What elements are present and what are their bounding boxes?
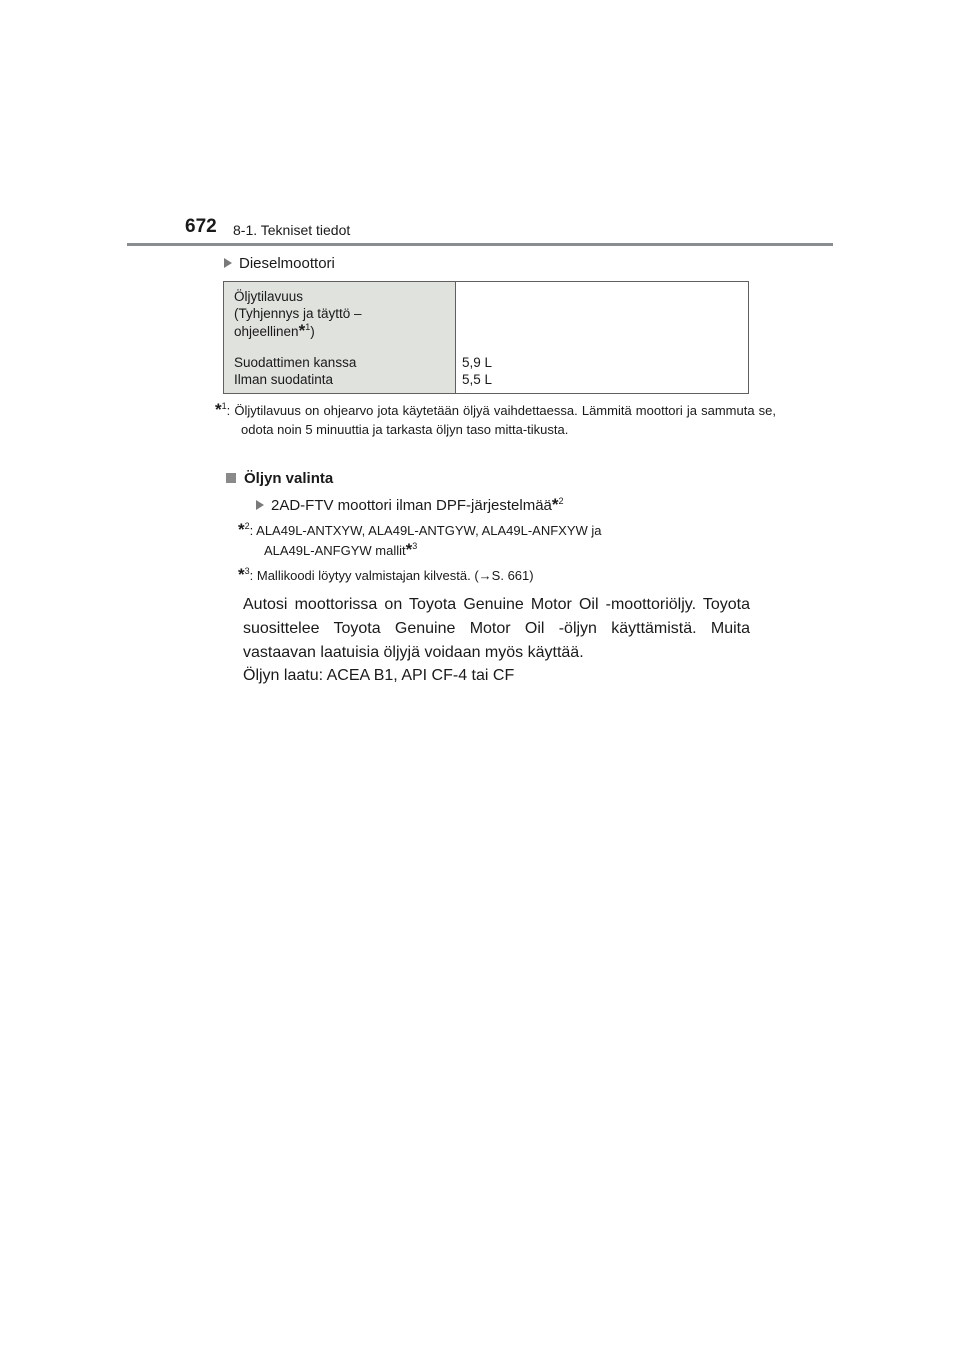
page-reference-link[interactable]: S. 661): [491, 568, 534, 583]
footnote-star-icon: *: [238, 520, 245, 539]
section-title: 8-1. Tekniset tiedot: [233, 222, 351, 238]
footnote-1-text: Öljytilavuus on ohjearvo jota käytetään öljyä vaihdettaessa. Lämmitä moottori ja sammuta se, odota noin 5 minuuttia ja tarkasta öljyn taso mitta-tikusta.: [234, 403, 777, 437]
oil-recommendation-paragraph: Autosi moottorissa on Toyota Genuine Motor Oil -moottoriöljy. Toyota suosittelee Toyota Genuine Motor Oil -öljyn käyttämistä. Muita vastaavan laatuisia öljyjä voidaan myös käyttää.: [243, 596, 750, 661]
table-row-value: 5,5 L: [462, 372, 493, 387]
diesel-heading-text: Dieselmoottori: [239, 255, 335, 272]
footnote-3-text: Mallikoodi löytyy valmistajan kilvestä. (: [256, 568, 479, 583]
table-header-cell: [234, 288, 362, 340]
arrow-right-icon: →: [478, 568, 492, 583]
footnote-ref: 1: [305, 322, 311, 332]
diesel-heading: [224, 255, 335, 272]
triangle-bullet-icon: [256, 500, 264, 510]
header-divider: [127, 243, 833, 246]
table-row-label: Ilman suodatinta: [234, 372, 334, 387]
engine-subheading-text: 2AD-FTV moottori ilman DPF-järjestelmää: [271, 497, 552, 514]
footnote-star-icon: *: [238, 565, 245, 584]
engine-subheading: 2AD-FTV moottori ilman DPF-järjestelmää*$^2$: [256, 495, 564, 515]
triangle-bullet-icon: [224, 258, 232, 268]
table-header-line: (Tyhjennys ja täyttö –: [234, 306, 362, 321]
footnote-1: *$^1$: Öljytilavuus on ohjearvo jota käytetään öljyä vaihdettaessa. Lämmitä moottori ja sammuta se, odota noin 5 minuuttia ja tarkasta öljyn taso mitta-tikusta.: [215, 400, 777, 437]
table-header-line: ohjeellinen*$^1$): [234, 321, 315, 340]
footnote-star-icon: *: [405, 540, 413, 559]
footnote-star-icon: *: [298, 321, 306, 340]
square-bullet-icon: [226, 473, 236, 483]
table-row-values: [462, 354, 492, 388]
footnote-star-icon: *: [551, 495, 559, 514]
table-row-value: 5,9 L: [462, 355, 493, 370]
oil-selection-heading-text: Öljyn valinta: [244, 470, 334, 487]
table-row-label: Suodattimen kanssa: [234, 355, 357, 370]
footnote-3: *$^3$: Mallikoodi löytyy valmistajan kilvestä. (→S. 661): [238, 565, 534, 584]
footnote-2-line: ALA49L-ANTXYW, ALA49L-ANTGYW, ALA49L-ANFXYW ja: [256, 523, 602, 538]
oil-selection-heading: [226, 470, 333, 487]
page-number: 672: [185, 216, 217, 237]
table-header-line: Öljytilavuus: [234, 289, 304, 304]
footnote-2-line: ALA49L-ANFGYW mallit: [264, 543, 406, 558]
table-row-labels: [234, 354, 356, 388]
footnote-2: *$^2$: ALA49L-ANTXYW, ALA49L-ANTGYW, ALA49L-ANFXYW ja ALA49L-ANFGYW mallit*$^3$: [238, 520, 602, 559]
footnote-star-icon: *: [215, 400, 222, 419]
oil-capacity-table: [223, 281, 749, 394]
oil-quality-line: Öljyn laatu: ACEA B1, API CF-4 tai CF: [243, 667, 515, 684]
